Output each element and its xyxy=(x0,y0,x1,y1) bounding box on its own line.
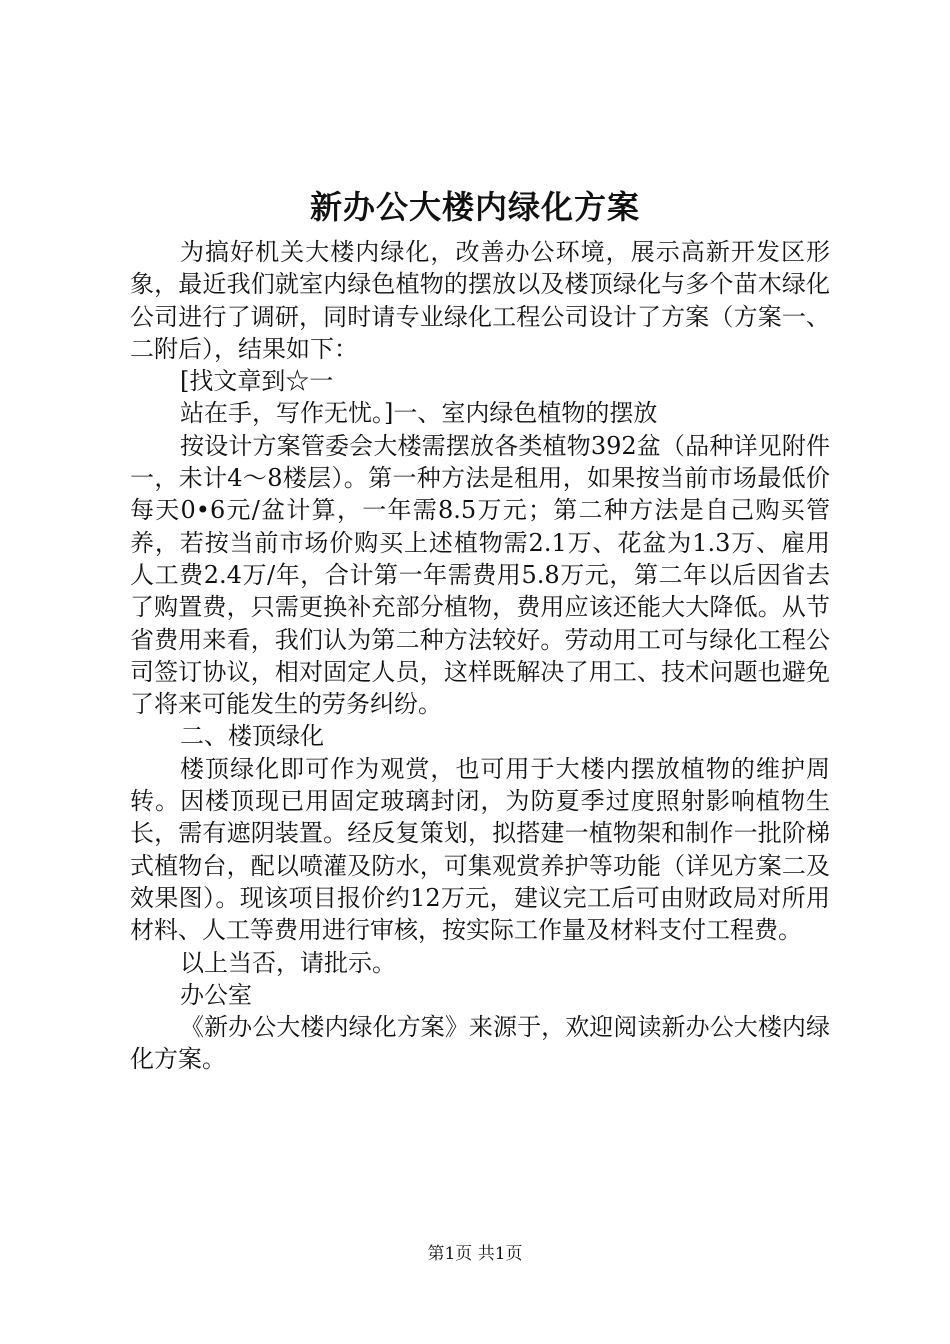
section-heading-roof: 二、楼顶绿化 xyxy=(180,722,324,751)
paragraph-signature: 办公室 xyxy=(180,980,252,1009)
paragraph-roof-greening: 楼顶绿化即可作为观赏，也可用于大楼内摆放植物的维护周转。因楼顶现已用固定玻璃封闭，为防夏季过度照射影响植物生长，需有遮阴装置。经反复策划，拟搭建一植物架和制作一批阶梯式植物台，配以喷灌及防水，可集观赏养护等功能（详见方案二及效果图）。现该项目报价约12万元，建议完工后可由财政局对所用材料、人工等费用进行审核，按实际工作量及材料支付工程费。 xyxy=(130,754,830,945)
paragraph-intro: 为搞好机关大楼内绿化，改善办公环境，展示高新开发区形象，最近我们就室内绿色植物的摆放以及楼顶绿化与多个苗木绿化公司进行了调研，同时请专业绿化工程公司设计了方案（方案一、二附后），结果如下： xyxy=(130,238,830,363)
paragraph-request: 以上当否，请批示。 xyxy=(180,948,396,977)
paragraph-link-line-2: 站在手，写作无忧。]一、室内绿色植物的摆放 xyxy=(180,399,658,428)
document-body xyxy=(130,236,830,1076)
paragraph-link-line-1: [找文章到☆一 xyxy=(180,367,334,396)
page-footer: 第1页 共1页 xyxy=(427,1244,523,1264)
document-title: 新办公大楼内绿化方案 xyxy=(309,188,640,226)
paragraph-source: 《新办公大楼内绿化方案》来源于，欢迎阅读新办公大楼内绿化方案。 xyxy=(130,1013,830,1074)
paragraph-indoor-plants: 按设计方案管委会大楼需摆放各类植物392盆（品种详见附件一，未计4～8楼层）。第一种方法是租用，如果按当前市场最低价每天0•6元/盆计算，一年需8.5万元；第二种方法是自己购买管养，若按当前市场价购买上述植物需2.1万、花盆为1.3万、雇用人工费2.4万/年，合计第一年需费用5.8万元，第二年以后因省去了购置费，只需更换补充部分植物，费用应该还能大大降低。从节省费用来看，我们认为第二种方法较好。劳动用工可与绿化工程公司签订协议，相对固定人员，这样既解决了用工、技术问题也避免了将来可能发生的劳务纠纷。 xyxy=(130,431,830,719)
